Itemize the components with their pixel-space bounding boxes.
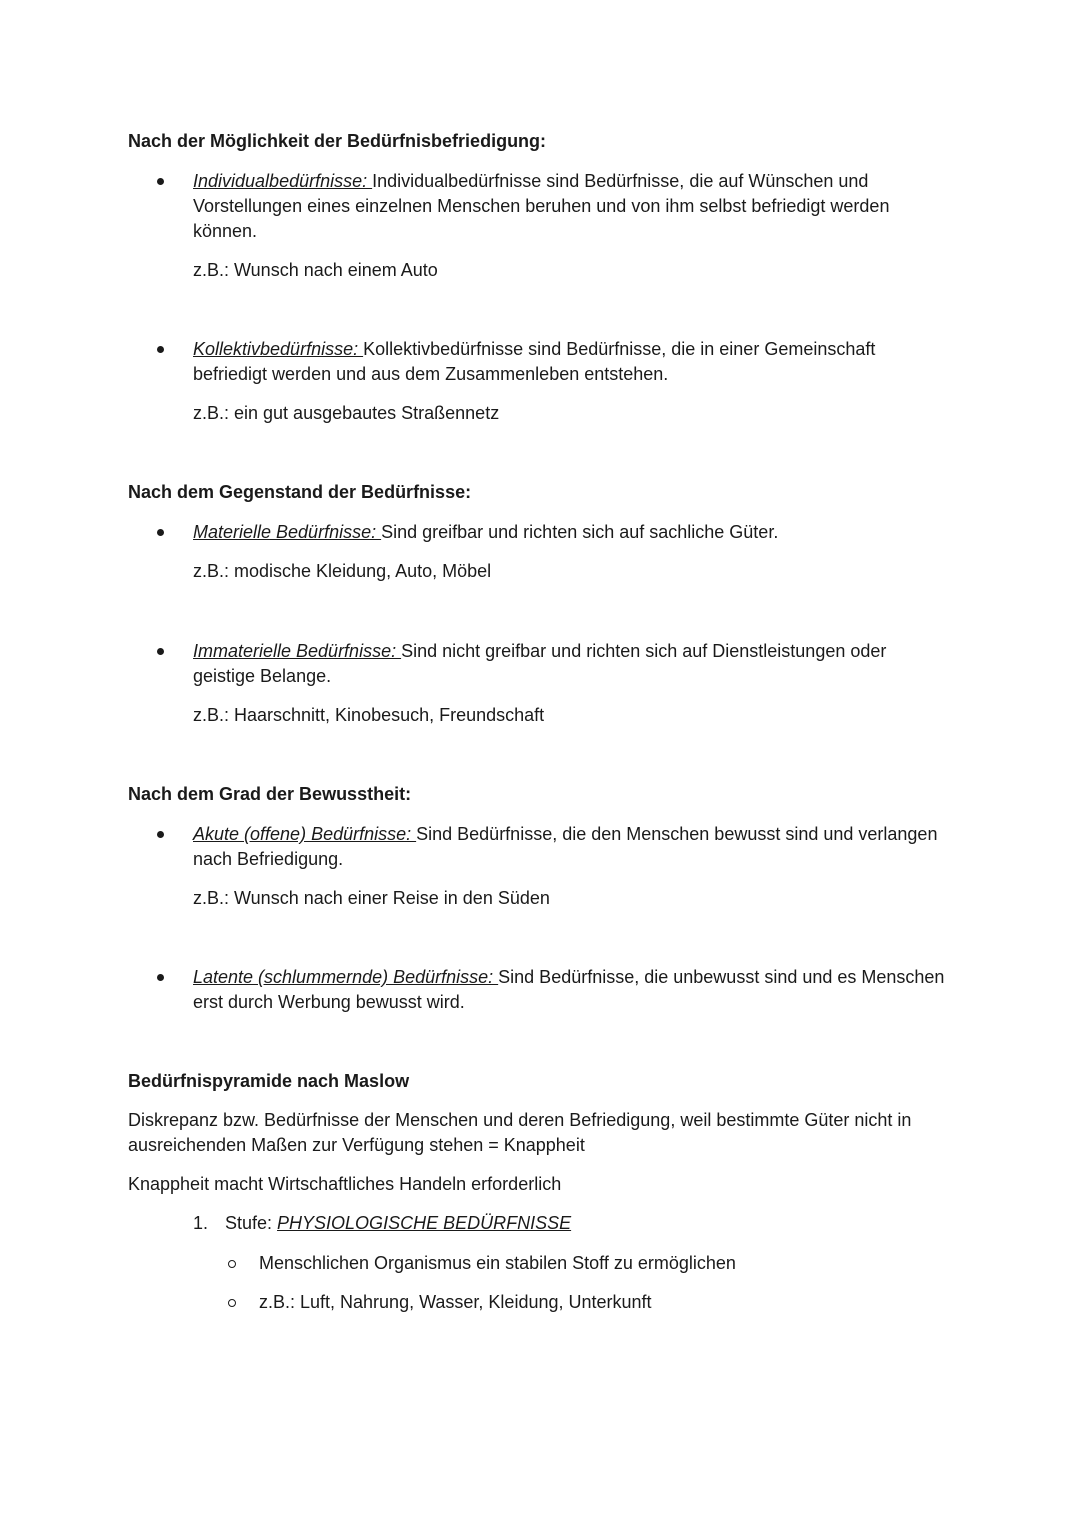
stage-name: PHYSIOLOGISCHE BEDÜRFNISSE: [277, 1213, 572, 1233]
definition-text: Kollektivbedürfnisse sind Bedürfnisse, die in einer Gemeinschaft befriedigt werden und aus dem Zusammenleben entstehen.: [193, 339, 876, 384]
list-item: [193, 337, 953, 387]
paragraph: Knappheit macht Wirtschaftliches Handeln erforderlich: [128, 1174, 562, 1194]
definition-text: Sind greifbar und richten sich auf sachliche Güter.: [381, 522, 779, 542]
list-item: [193, 169, 953, 244]
list-item: [193, 520, 953, 545]
term: Individualbedürfnisse:: [193, 171, 373, 191]
bullet-icon: [157, 346, 164, 353]
paragraph: Diskrepanz bzw. Bedürfnisse der Menschen und deren Befriedigung, weil bestimmte Güter nicht in ausreichenden Maßen zur Verfügung stehen = Knappheit: [128, 1110, 912, 1155]
definition-text: Sind Bedürfnisse, die unbewusst sind und es Menschen erst durch Werbung bewusst wird.: [193, 967, 945, 1012]
numbered-item: [193, 1211, 571, 1236]
example-text: z.B.: Wunsch nach einer Reise in den Süden: [193, 888, 550, 908]
example-text: z.B.: Haarschnitt, Kinobesuch, Freundschaft: [193, 705, 545, 725]
bullet-icon: [157, 529, 164, 536]
definition-text: Sind nicht greifbar und richten sich auf Dienstleistungen oder geistige Belange.: [193, 641, 887, 686]
bullet-icon: [157, 178, 164, 185]
section-heading: Nach dem Grad der Bewusstheit:: [128, 784, 412, 804]
term: Immaterielle Bedürfnisse:: [193, 641, 402, 661]
sub-item-text: Menschlichen Organismus ein stabilen Stoff zu ermöglichen: [259, 1253, 736, 1273]
term: Materielle Bedürfnisse:: [193, 522, 382, 542]
section-heading: Nach der Möglichkeit der Bedürfnisbefriedigung:: [128, 131, 547, 151]
item-number: 1.: [193, 1213, 209, 1233]
term: Akute (offene) Bedürfnisse:: [193, 824, 417, 844]
term: Kollektivbedürfnisse:: [193, 339, 364, 359]
definition-text: Individualbedürfnisse sind Bedürfnisse, die auf Wünschen und Vorstellungen eines einzelnen Menschen beruhen und von ihm selbst befriedigt werden können.: [193, 171, 890, 241]
example-text: z.B.: modische Kleidung, Auto, Möbel: [193, 561, 492, 581]
bullet-icon: [157, 648, 164, 655]
stage-label: Stufe:: [225, 1213, 278, 1233]
term: Latente (schlummernde) Bedürfnisse:: [193, 967, 499, 987]
list-item: [193, 822, 953, 872]
example-text: z.B.: ein gut ausgebautes Straßennetz: [193, 403, 500, 423]
sub-list-item: [259, 1290, 652, 1315]
definition-text: Sind Bedürfnisse, die den Menschen bewusst sind und verlangen nach Befriedigung.: [193, 824, 938, 869]
sub-list-item: [259, 1251, 736, 1276]
circle-bullet-icon: [228, 1299, 236, 1307]
section-heading: Bedürfnispyramide nach Maslow: [128, 1071, 410, 1091]
bullet-icon: [157, 974, 164, 981]
bullet-icon: [157, 831, 164, 838]
example-text: z.B.: Wunsch nach einem Auto: [193, 260, 438, 280]
circle-bullet-icon: [228, 1260, 236, 1268]
sub-item-text: z.B.: Luft, Nahrung, Wasser, Kleidung, Unterkunft: [259, 1292, 652, 1312]
section-heading: Nach dem Gegenstand der Bedürfnisse:: [128, 482, 472, 502]
list-item: [193, 639, 953, 689]
list-item: [193, 965, 953, 1015]
